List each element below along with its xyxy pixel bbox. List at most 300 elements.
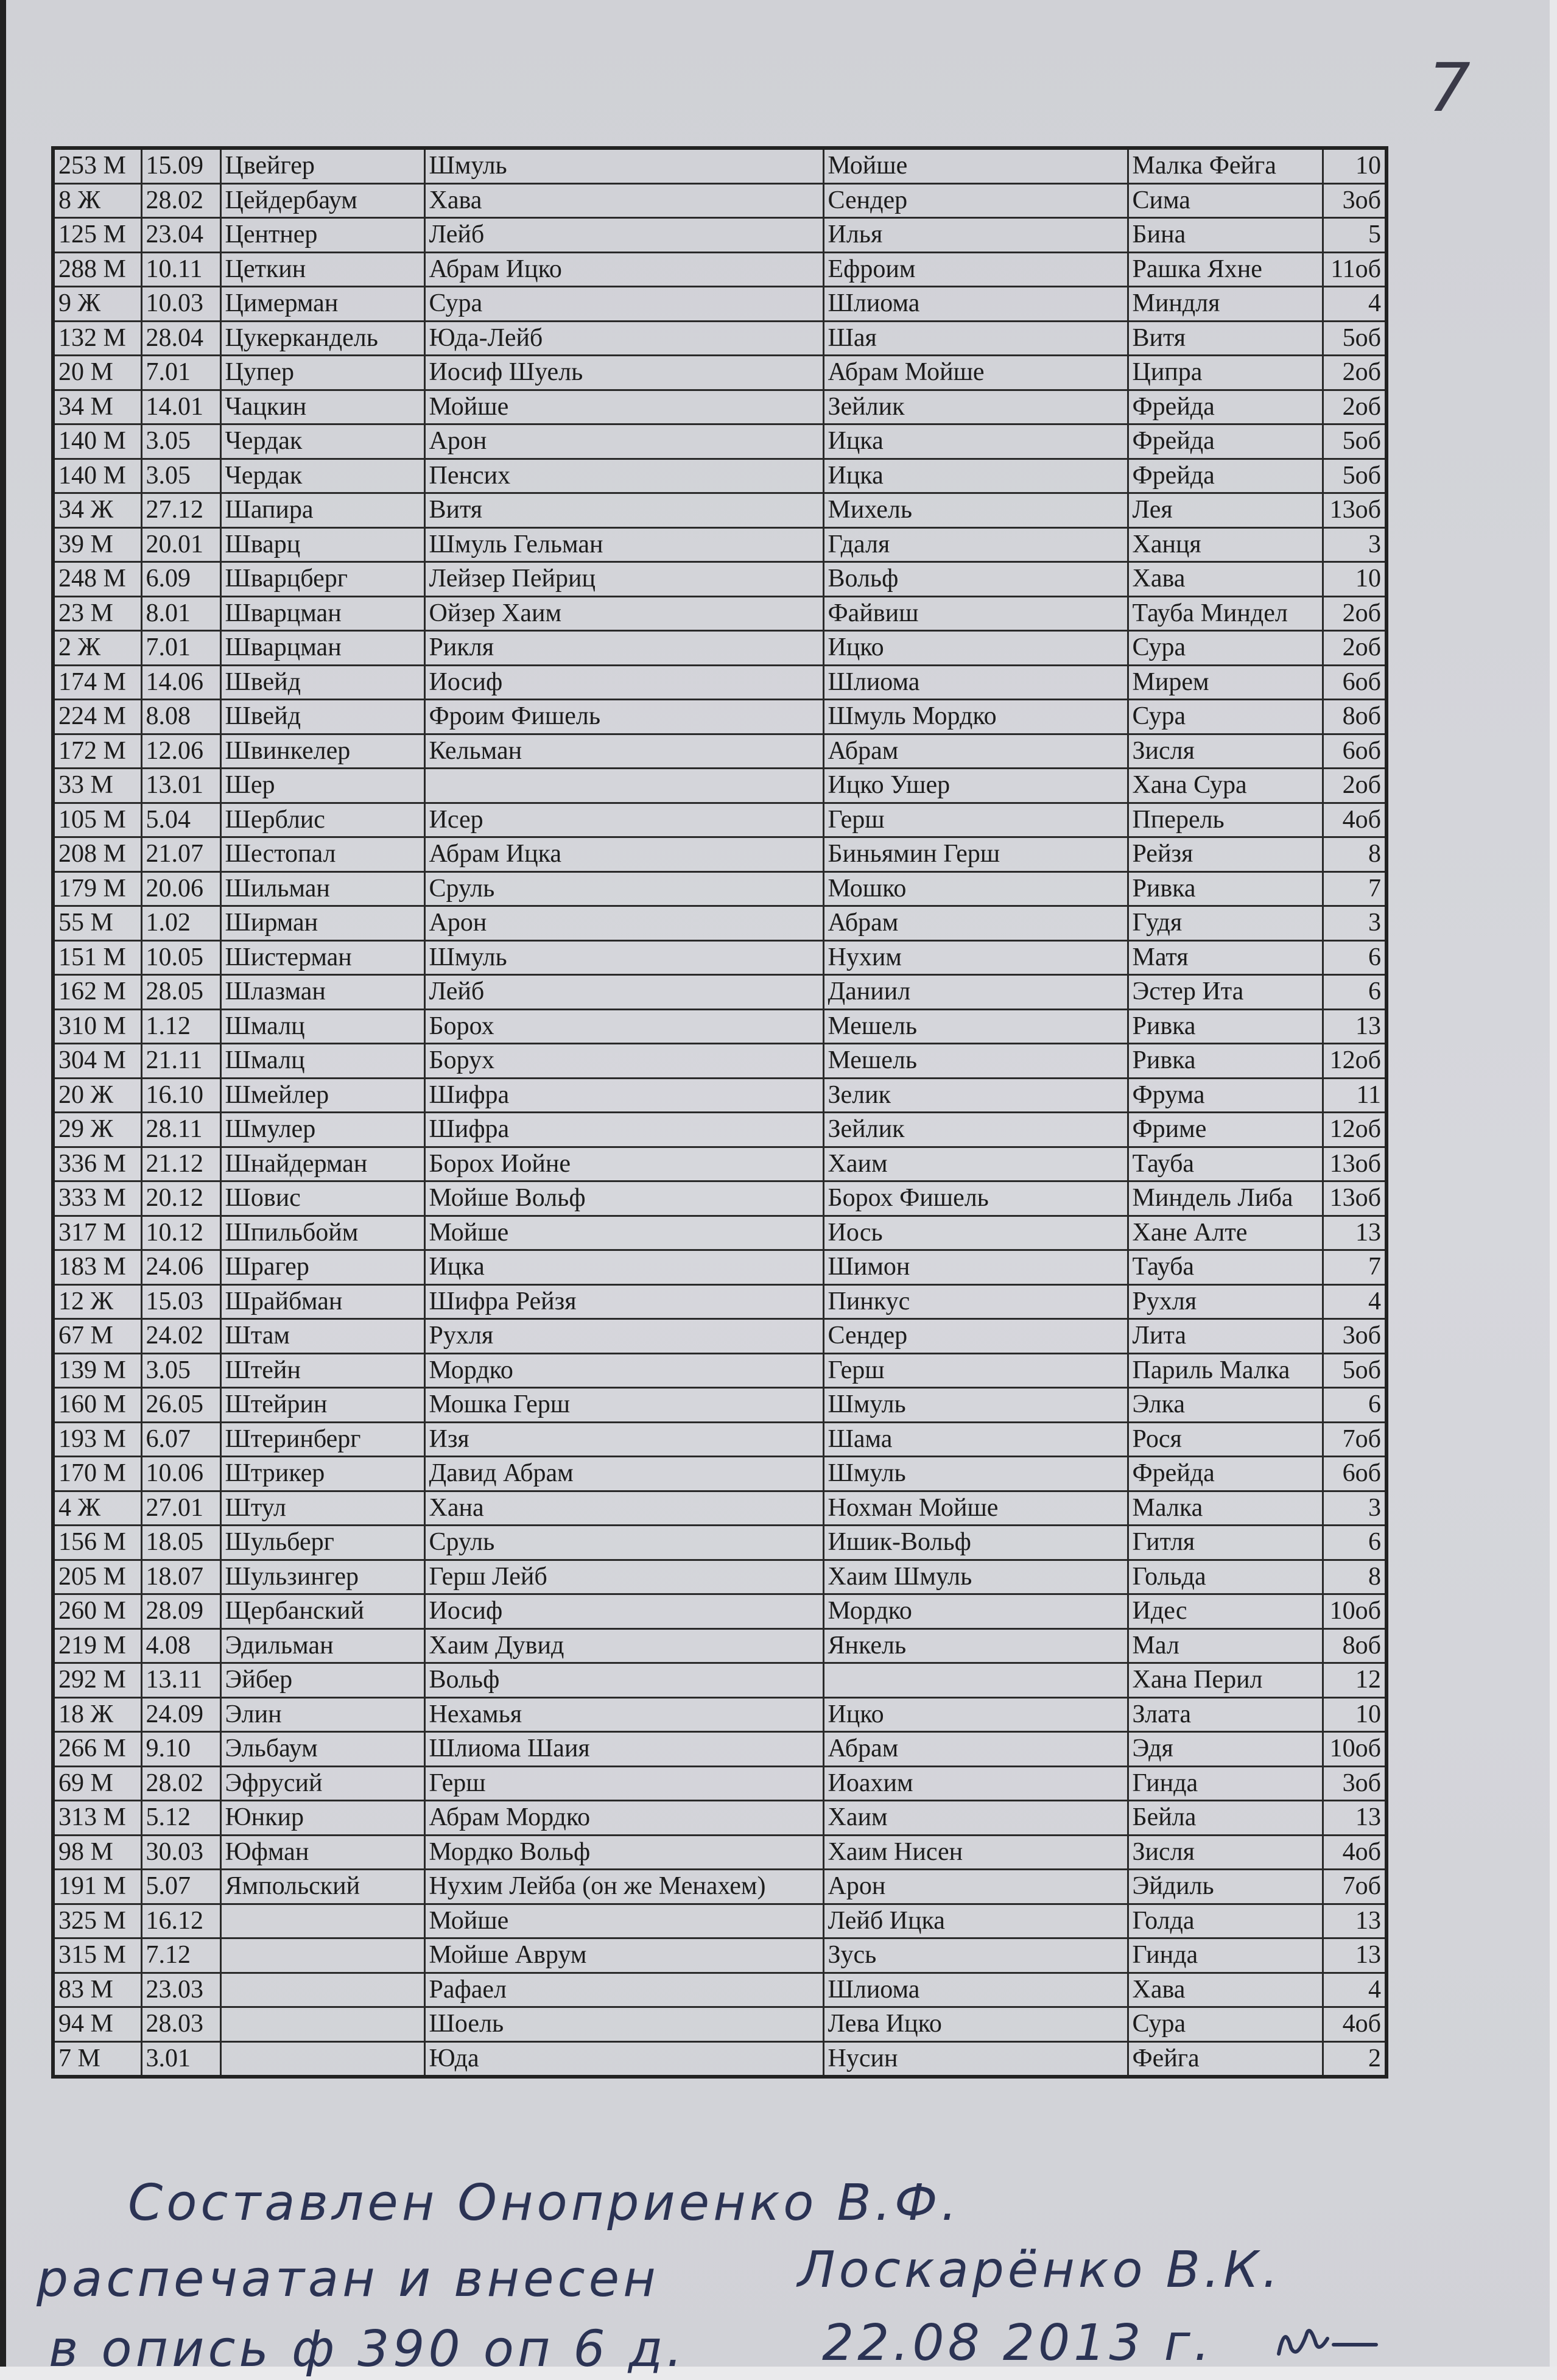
cell-surname: Шовис — [220, 1181, 424, 1216]
cell-given-name: Иосиф — [424, 665, 823, 700]
cell-sheet-ref: 6об — [1323, 1457, 1387, 1491]
cell-sheet-ref: 5об — [1323, 424, 1387, 459]
cell-surname: Эльбаум — [220, 1732, 424, 1767]
cell-record-number: 156 М — [53, 1526, 141, 1560]
cell-father-name: Шимон — [823, 1250, 1128, 1285]
cell-given-name: Борох — [424, 1009, 823, 1044]
cell-mother-name: Голда — [1128, 1904, 1323, 1938]
cell-record-number: 132 М — [53, 321, 141, 356]
cell-surname: Шварц — [220, 527, 424, 562]
cell-sheet-ref: 6об — [1323, 734, 1387, 769]
cell-surname: Шнайдерман — [220, 1147, 424, 1181]
cell-given-name: Иосиф Шуель — [424, 356, 823, 390]
cell-father-name: Герш — [823, 803, 1128, 837]
cell-surname: Юнкир — [220, 1801, 424, 1836]
cell-given-name: Шоель — [424, 2007, 823, 2042]
cell-sheet-ref: 8об — [1323, 700, 1387, 734]
cell-sheet-ref: 4об — [1323, 2007, 1387, 2042]
table-row — [53, 424, 1387, 459]
cell-father-name: Биньямин Герш — [823, 837, 1128, 872]
cell-father-name: Ишик-Вольф — [823, 1526, 1128, 1560]
cell-date: 3.05 — [141, 1353, 220, 1388]
cell-given-name: Рухля — [424, 1319, 823, 1354]
cell-surname: Эфрусий — [220, 1766, 424, 1801]
cell-date: 6.07 — [141, 1422, 220, 1457]
cell-given-name: Кельман — [424, 734, 823, 769]
cell-surname: Шульзингер — [220, 1560, 424, 1594]
cell-date: 3.05 — [141, 424, 220, 459]
cell-record-number: 205 М — [53, 1560, 141, 1594]
cell-date: 28.11 — [141, 1113, 220, 1147]
cell-record-number: 193 М — [53, 1422, 141, 1457]
cell-surname: Швейд — [220, 665, 424, 700]
table-row — [53, 1904, 1387, 1938]
cell-father-name — [823, 1663, 1128, 1698]
cell-sheet-ref: 3 — [1323, 906, 1387, 941]
cell-sheet-ref: 4об — [1323, 803, 1387, 837]
cell-record-number: 4 Ж — [53, 1491, 141, 1526]
table-row — [53, 356, 1387, 390]
table-row — [53, 1181, 1387, 1216]
scan-left-edge — [0, 0, 6, 2380]
cell-given-name: Мойше — [424, 1216, 823, 1250]
cell-father-name: Вольф — [823, 562, 1128, 597]
cell-date: 30.03 — [141, 1835, 220, 1870]
cell-date: 28.04 — [141, 321, 220, 356]
cell-surname: Шер — [220, 769, 424, 803]
cell-sheet-ref: 3 — [1323, 527, 1387, 562]
cell-date: 3.01 — [141, 2041, 220, 2077]
table-row — [53, 1732, 1387, 1767]
cell-given-name: Герш — [424, 1766, 823, 1801]
cell-surname: Шлазман — [220, 975, 424, 1010]
cell-date: 1.02 — [141, 906, 220, 941]
cell-date: 28.09 — [141, 1594, 220, 1629]
cell-record-number: 325 М — [53, 1904, 141, 1938]
cell-surname: Эдильман — [220, 1628, 424, 1663]
cell-sheet-ref: 11об — [1323, 252, 1387, 287]
cell-surname — [220, 2007, 424, 2042]
cell-date: 18.05 — [141, 1526, 220, 1560]
cell-date: 28.05 — [141, 975, 220, 1010]
cell-father-name: Мордко — [823, 1594, 1128, 1629]
cell-surname — [220, 1973, 424, 2007]
cell-record-number: 248 М — [53, 562, 141, 597]
table-row — [53, 1697, 1387, 1732]
cell-surname — [220, 1904, 424, 1938]
cell-date: 21.11 — [141, 1044, 220, 1079]
cell-date: 7.01 — [141, 356, 220, 390]
cell-father-name: Шама — [823, 1422, 1128, 1457]
cell-father-name: Мешель — [823, 1009, 1128, 1044]
cell-mother-name: Ривка — [1128, 1009, 1323, 1044]
cell-date: 8.08 — [141, 700, 220, 734]
table-row — [53, 527, 1387, 562]
cell-date: 10.11 — [141, 252, 220, 287]
cell-record-number: 288 М — [53, 252, 141, 287]
cell-record-number: 67 М — [53, 1319, 141, 1354]
cell-surname: Шварцман — [220, 631, 424, 666]
cell-given-name: Нухим Лейба (он же Менахем) — [424, 1870, 823, 1904]
cell-date: 28.02 — [141, 1766, 220, 1801]
cell-sheet-ref: 8 — [1323, 1560, 1387, 1594]
cell-given-name: Шмуль Гельман — [424, 527, 823, 562]
cell-record-number: 2 Ж — [53, 631, 141, 666]
cell-father-name: Зейлик — [823, 390, 1128, 424]
cell-surname: Чацкин — [220, 390, 424, 424]
cell-surname: Чердак — [220, 424, 424, 459]
cell-record-number: 105 М — [53, 803, 141, 837]
table-row — [53, 1973, 1387, 2007]
cell-sheet-ref: 7 — [1323, 871, 1387, 906]
cell-date: 27.01 — [141, 1491, 220, 1526]
cell-surname: Центнер — [220, 218, 424, 253]
cell-given-name: Рафаел — [424, 1973, 823, 2007]
cell-date: 3.05 — [141, 459, 220, 493]
cell-father-name: Илья — [823, 218, 1128, 253]
cell-sheet-ref: 3об — [1323, 183, 1387, 218]
cell-given-name: Шифра Рейзя — [424, 1284, 823, 1319]
cell-mother-name: Миндля — [1128, 287, 1323, 322]
table-row — [53, 1284, 1387, 1319]
cell-record-number: 20 М — [53, 356, 141, 390]
cell-date: 20.12 — [141, 1181, 220, 1216]
cell-father-name: Янкель — [823, 1628, 1128, 1663]
cell-record-number: 313 М — [53, 1801, 141, 1836]
cell-sheet-ref: 13 — [1323, 1801, 1387, 1836]
cell-father-name: Мешель — [823, 1044, 1128, 1079]
cell-father-name: Шлиома — [823, 1973, 1128, 2007]
cell-date: 15.03 — [141, 1284, 220, 1319]
cell-date: 7.01 — [141, 631, 220, 666]
cell-date: 15.09 — [141, 148, 220, 183]
cell-mother-name: Хане Алте — [1128, 1216, 1323, 1250]
table-row — [53, 1594, 1387, 1629]
cell-record-number: 310 М — [53, 1009, 141, 1044]
cell-sheet-ref: 8об — [1323, 1628, 1387, 1663]
cell-date: 10.03 — [141, 287, 220, 322]
cell-father-name: Иоахим — [823, 1766, 1128, 1801]
cell-sheet-ref: 10 — [1323, 1697, 1387, 1732]
table-row — [53, 1353, 1387, 1388]
cell-sheet-ref: 2об — [1323, 356, 1387, 390]
cell-mother-name: Мал — [1128, 1628, 1323, 1663]
cell-mother-name: Ривка — [1128, 1044, 1323, 1079]
cell-surname: Шистерман — [220, 940, 424, 975]
cell-father-name: Шлиома — [823, 287, 1128, 322]
cell-record-number: 170 М — [53, 1457, 141, 1491]
cell-given-name: Хана — [424, 1491, 823, 1526]
cell-record-number: 98 М — [53, 1835, 141, 1870]
cell-mother-name: Ривка — [1128, 871, 1323, 906]
cell-mother-name: Фрейда — [1128, 390, 1323, 424]
cell-date: 20.01 — [141, 527, 220, 562]
cell-sheet-ref: 11 — [1323, 1078, 1387, 1113]
cell-mother-name: Роcя — [1128, 1422, 1323, 1457]
handwritten-compiled-by: Составлен Оноприенко В.Ф. — [128, 2174, 961, 2232]
cell-given-name: Мордко — [424, 1353, 823, 1388]
cell-record-number: 34 Ж — [53, 493, 141, 528]
table-row — [53, 252, 1387, 287]
cell-sheet-ref: 6 — [1323, 940, 1387, 975]
cell-sheet-ref: 2об — [1323, 769, 1387, 803]
registry-table-body — [53, 148, 1387, 2077]
cell-mother-name: Бейла — [1128, 1801, 1323, 1836]
cell-record-number: 12 Ж — [53, 1284, 141, 1319]
cell-date: 26.05 — [141, 1388, 220, 1423]
cell-surname: Шмалц — [220, 1044, 424, 1079]
cell-surname: Элин — [220, 1697, 424, 1732]
cell-record-number: 160 М — [53, 1388, 141, 1423]
table-row — [53, 940, 1387, 975]
cell-given-name: Давид Абрам — [424, 1457, 823, 1491]
cell-mother-name: Лея — [1128, 493, 1323, 528]
cell-mother-name: Гитля — [1128, 1526, 1323, 1560]
cell-mother-name: Тауба — [1128, 1147, 1323, 1181]
cell-record-number: 260 М — [53, 1594, 141, 1629]
cell-sheet-ref: 5об — [1323, 1353, 1387, 1388]
cell-record-number: 18 Ж — [53, 1697, 141, 1732]
cell-mother-name: Гольда — [1128, 1560, 1323, 1594]
cell-father-name: Даниил — [823, 975, 1128, 1010]
cell-date: 21.07 — [141, 837, 220, 872]
cell-surname: Шварцберг — [220, 562, 424, 597]
cell-record-number: 8 Ж — [53, 183, 141, 218]
cell-mother-name: Тауба Миндел — [1128, 596, 1323, 631]
cell-mother-name: Малка — [1128, 1491, 1323, 1526]
cell-given-name: Сура — [424, 287, 823, 322]
cell-record-number: 7 М — [53, 2041, 141, 2077]
cell-given-name: Мойше — [424, 1904, 823, 1938]
cell-given-name — [424, 769, 823, 803]
cell-sheet-ref: 8 — [1323, 837, 1387, 872]
cell-given-name: Ойзер Хаим — [424, 596, 823, 631]
cell-sheet-ref: 6об — [1323, 665, 1387, 700]
cell-surname: Шерблис — [220, 803, 424, 837]
cell-sheet-ref: 4 — [1323, 287, 1387, 322]
cell-surname: Швинкелер — [220, 734, 424, 769]
cell-father-name: Шмуль — [823, 1388, 1128, 1423]
table-row — [53, 1870, 1387, 1904]
cell-mother-name: Хава — [1128, 1973, 1323, 2007]
cell-date: 21.12 — [141, 1147, 220, 1181]
cell-father-name: Ицка — [823, 459, 1128, 493]
cell-surname: Штрикер — [220, 1457, 424, 1491]
cell-record-number: 304 М — [53, 1044, 141, 1079]
table-row — [53, 493, 1387, 528]
cell-sheet-ref: 3об — [1323, 1766, 1387, 1801]
table-row — [53, 975, 1387, 1010]
table-row — [53, 148, 1387, 183]
cell-father-name: Ицко — [823, 631, 1128, 666]
table-row — [53, 1628, 1387, 1663]
cell-given-name: Шифра — [424, 1113, 823, 1147]
table-row — [53, 906, 1387, 941]
cell-record-number: 34 М — [53, 390, 141, 424]
table-row — [53, 1319, 1387, 1354]
cell-given-name: Хаим Дувид — [424, 1628, 823, 1663]
cell-father-name: Хаим Нисен — [823, 1835, 1128, 1870]
cell-sheet-ref: 10 — [1323, 148, 1387, 183]
cell-surname: Шмалц — [220, 1009, 424, 1044]
cell-given-name: Лейзер Пейриц — [424, 562, 823, 597]
handwritten-printed-and-entered: распечатан и внесен — [37, 2250, 659, 2308]
cell-given-name: Мордко Вольф — [424, 1835, 823, 1870]
cell-surname: Шестопал — [220, 837, 424, 872]
cell-father-name: Мошко — [823, 871, 1128, 906]
cell-date: 18.07 — [141, 1560, 220, 1594]
cell-given-name: Пенсих — [424, 459, 823, 493]
cell-sheet-ref: 7 — [1323, 1250, 1387, 1285]
cell-father-name: Сендер — [823, 1319, 1128, 1354]
cell-given-name: Арон — [424, 906, 823, 941]
cell-surname: Штейн — [220, 1353, 424, 1388]
cell-record-number: 224 М — [53, 700, 141, 734]
cell-mother-name: Ханця — [1128, 527, 1323, 562]
cell-date: 10.05 — [141, 940, 220, 975]
cell-date: 6.09 — [141, 562, 220, 597]
cell-record-number: 179 М — [53, 871, 141, 906]
cell-sheet-ref: 12об — [1323, 1044, 1387, 1079]
cell-given-name: Шмуль — [424, 940, 823, 975]
cell-date: 13.01 — [141, 769, 220, 803]
page-number: 7 — [1428, 49, 1471, 127]
cell-date: 8.01 — [141, 596, 220, 631]
cell-mother-name: Тауба — [1128, 1250, 1323, 1285]
cell-date: 28.02 — [141, 183, 220, 218]
cell-given-name: Лейб — [424, 975, 823, 1010]
cell-father-name: Шмуль — [823, 1457, 1128, 1491]
cell-mother-name: Зисля — [1128, 1835, 1323, 1870]
scan-right-edge — [1550, 0, 1557, 2380]
cell-mother-name: Рашка Яхне — [1128, 252, 1323, 287]
cell-mother-name: Пперель — [1128, 803, 1323, 837]
cell-father-name: Арон — [823, 1870, 1128, 1904]
cell-father-name: Нухим — [823, 940, 1128, 975]
cell-sheet-ref: 4 — [1323, 1284, 1387, 1319]
table-row — [53, 1216, 1387, 1250]
cell-mother-name: Хава — [1128, 562, 1323, 597]
cell-sheet-ref: 12 — [1323, 1663, 1387, 1698]
cell-date: 16.10 — [141, 1078, 220, 1113]
cell-mother-name: Сура — [1128, 700, 1323, 734]
cell-record-number: 9 Ж — [53, 287, 141, 322]
cell-date: 14.01 — [141, 390, 220, 424]
cell-mother-name: Фрейда — [1128, 1457, 1323, 1491]
cell-mother-name: Миндель Либа — [1128, 1181, 1323, 1216]
cell-father-name: Зейлик — [823, 1113, 1128, 1147]
cell-sheet-ref: 6 — [1323, 1388, 1387, 1423]
table-row — [53, 1250, 1387, 1285]
cell-given-name: Изя — [424, 1422, 823, 1457]
cell-mother-name: Гинда — [1128, 1766, 1323, 1801]
cell-surname: Швейд — [220, 700, 424, 734]
cell-record-number: 20 Ж — [53, 1078, 141, 1113]
cell-mother-name: Рухля — [1128, 1284, 1323, 1319]
cell-given-name: Рикля — [424, 631, 823, 666]
cell-father-name: Борох Фишель — [823, 1181, 1128, 1216]
cell-record-number: 219 М — [53, 1628, 141, 1663]
cell-surname: Штейрин — [220, 1388, 424, 1423]
cell-given-name: Юда-Лейб — [424, 321, 823, 356]
cell-record-number: 174 М — [53, 665, 141, 700]
cell-given-name: Мойше Вольф — [424, 1181, 823, 1216]
table-row — [53, 1526, 1387, 1560]
cell-mother-name: Рейзя — [1128, 837, 1323, 872]
cell-mother-name: Париль Малка — [1128, 1353, 1323, 1388]
cell-father-name: Хаим Шмуль — [823, 1560, 1128, 1594]
cell-mother-name: Эдя — [1128, 1732, 1323, 1767]
cell-record-number: 317 М — [53, 1216, 141, 1250]
cell-father-name: Абрам Мойше — [823, 356, 1128, 390]
cell-date: 5.07 — [141, 1870, 220, 1904]
cell-given-name: Арон — [424, 424, 823, 459]
cell-sheet-ref: 10об — [1323, 1594, 1387, 1629]
cell-surname: Цвейгер — [220, 148, 424, 183]
cell-date: 24.02 — [141, 1319, 220, 1354]
cell-father-name: Ицко — [823, 1697, 1128, 1732]
cell-father-name: Пинкус — [823, 1284, 1128, 1319]
table-row — [53, 2041, 1387, 2077]
cell-given-name: Витя — [424, 493, 823, 528]
cell-date: 13.11 — [141, 1663, 220, 1698]
cell-record-number: 208 М — [53, 837, 141, 872]
table-row — [53, 837, 1387, 872]
cell-record-number: 23 М — [53, 596, 141, 631]
cell-date: 28.03 — [141, 2007, 220, 2042]
cell-surname: Эйбер — [220, 1663, 424, 1698]
cell-sheet-ref: 12об — [1323, 1113, 1387, 1147]
cell-father-name: Михель — [823, 493, 1128, 528]
cell-record-number: 69 М — [53, 1766, 141, 1801]
cell-sheet-ref: 13об — [1323, 1147, 1387, 1181]
cell-record-number: 39 М — [53, 527, 141, 562]
cell-mother-name: Ципра — [1128, 356, 1323, 390]
cell-father-name: Сендер — [823, 183, 1128, 218]
table-row — [53, 287, 1387, 322]
cell-record-number: 333 М — [53, 1181, 141, 1216]
cell-sheet-ref: 2об — [1323, 390, 1387, 424]
cell-record-number: 33 М — [53, 769, 141, 803]
cell-sheet-ref: 13 — [1323, 1009, 1387, 1044]
cell-father-name: Шмуль Мордко — [823, 700, 1128, 734]
cell-date: 7.12 — [141, 1938, 220, 1973]
cell-father-name: Лейб Ицка — [823, 1904, 1128, 1938]
handwritten-clerk-name: Лоскарёнко В.К. — [798, 2241, 1282, 2299]
cell-surname: Цейдербаум — [220, 183, 424, 218]
cell-record-number: 151 М — [53, 940, 141, 975]
cell-father-name: Шлиома — [823, 665, 1128, 700]
cell-given-name: Хава — [424, 183, 823, 218]
cell-father-name: Ицко Ушер — [823, 769, 1128, 803]
cell-given-name: Вольф — [424, 1663, 823, 1698]
table-row — [53, 665, 1387, 700]
cell-given-name: Мойше Аврум — [424, 1938, 823, 1973]
cell-given-name: Абрам Мордко — [424, 1801, 823, 1836]
cell-mother-name: Мирем — [1128, 665, 1323, 700]
table-row — [53, 1663, 1387, 1698]
cell-sheet-ref: 13 — [1323, 1938, 1387, 1973]
cell-mother-name: Фрума — [1128, 1078, 1323, 1113]
table-row — [53, 1457, 1387, 1491]
table-row — [53, 769, 1387, 803]
cell-surname: Шапира — [220, 493, 424, 528]
cell-record-number: 125 М — [53, 218, 141, 253]
table-row — [53, 871, 1387, 906]
cell-surname: Ямпольский — [220, 1870, 424, 1904]
table-row — [53, 1078, 1387, 1113]
cell-mother-name: Эйдиль — [1128, 1870, 1323, 1904]
